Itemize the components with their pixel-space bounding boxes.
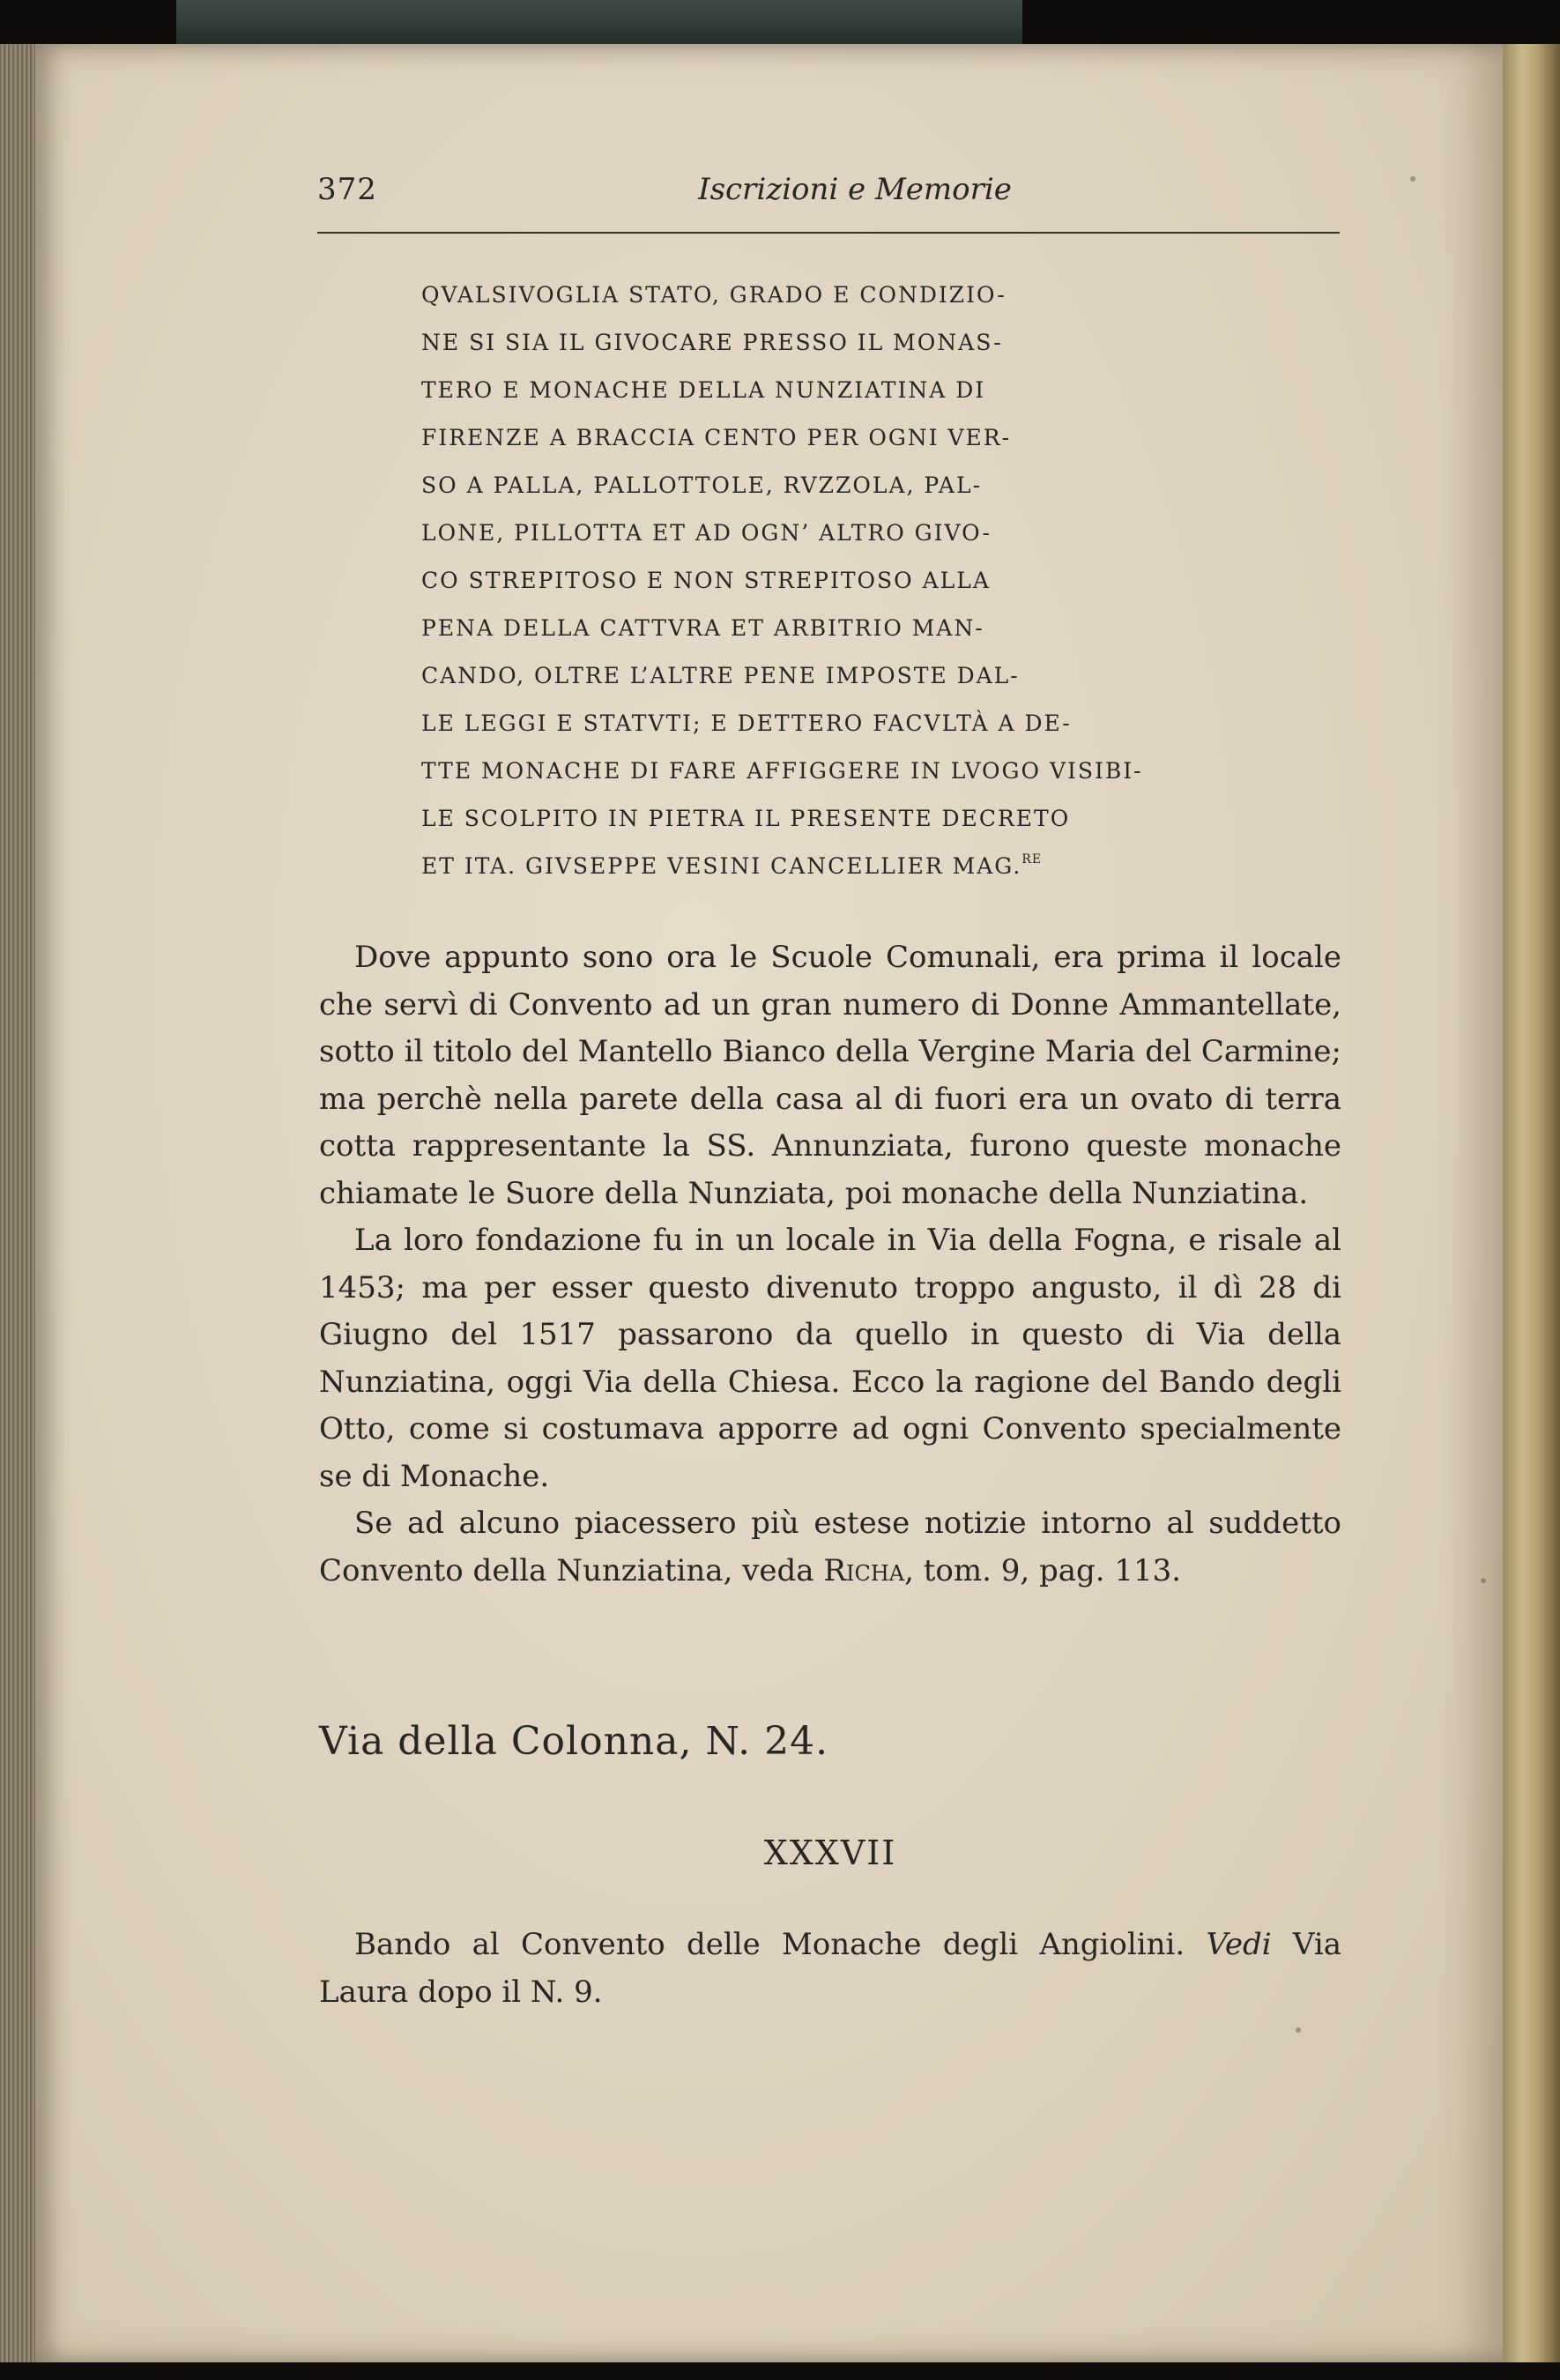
entry-text xyxy=(319,1922,1341,2016)
inscription-line: FIRENZE A BRACCIA CENTO PER OGNI VER- xyxy=(421,425,1012,450)
author-reference: Richa xyxy=(823,1552,905,1588)
scan-background-top xyxy=(176,0,1022,44)
paragraph-text: Bando al Convento delle Monache degli Angiolini. xyxy=(354,1927,1185,1962)
section-heading: Via della Colonna, N. 24. xyxy=(319,1719,829,1764)
paragraph xyxy=(319,1500,1341,1595)
inscription-line: LONE, PILLOTTA ET AD OGN’ ALTRO GIVO- xyxy=(421,520,992,546)
page-number: 372 xyxy=(317,172,377,207)
paper-speck xyxy=(1296,2027,1301,2033)
entry-number: XXXVII xyxy=(763,1833,897,1872)
inscription-line: CO STREPITOSO E NON STREPITOSO ALLA xyxy=(421,568,991,593)
running-head xyxy=(317,172,1340,225)
page-edge-right xyxy=(1503,44,1560,2362)
inscription-line: TTE MONACHE DI FARE AFFIGGERE IN LVOGO VISIBI- xyxy=(421,758,1143,784)
paragraph-text: , tom. 9, pag. 113. xyxy=(904,1552,1182,1588)
paragraph: La loro fondazione fu in un locale in Via della Fogna, e risale al 1453; ma per esser questo divenuto troppo angusto, il dì 28 di Giugno del 1517 passarono da quello in questo di Via della Nunziatina, oggi Via della Chiesa. Ecco la ragione del Bando degli Otto, come si costumava apporre ad ogni Convento specialmente se di Monache. xyxy=(319,1223,1341,1494)
paragraph-text: Se ad alcuno piacessero più estese notizie intorno al suddetto Convento della Nunziatina, veda xyxy=(319,1506,1341,1588)
inscription-line: LE LEGGI E STATVTI; E DETTERO FACVLTÀ A DE- xyxy=(421,710,1072,736)
paragraph-text: Via Laura dopo il N. 9. xyxy=(319,1927,1341,2010)
inscription-block xyxy=(421,271,1356,890)
header-rule xyxy=(317,232,1340,234)
inscription-line: CANDO, OLTRE L’ALTRE PENE IMPOSTE DAL- xyxy=(421,663,1020,688)
body-text xyxy=(319,934,1341,1595)
inscription-line: LE SCOLPITO IN PIETRA IL PRESENTE DECRETO xyxy=(421,806,1071,831)
inscription-superscript: RE xyxy=(1021,852,1043,866)
inscription-line-last xyxy=(421,843,1356,890)
inscription-line: NE SI SIA IL GIVOCARE PRESSO IL MONAS- xyxy=(421,330,1003,355)
paragraph xyxy=(319,1922,1341,2016)
running-title: Iscrizioni e Memorie xyxy=(698,172,1012,207)
paper-speck xyxy=(1410,176,1415,182)
inscription-line: SO A PALLA, PALLOTTOLE, RVZZOLA, PAL- xyxy=(421,472,983,498)
paper-speck xyxy=(1481,1578,1486,1583)
inscription-line: PENA DELLA CATTVRA ET ARBITRIO MAN- xyxy=(421,615,984,641)
cross-reference: Vedi xyxy=(1206,1927,1272,1962)
inscription-line: QVALSIVOGLIA STATO, GRADO E CONDIZIO- xyxy=(421,282,1007,308)
inscription-line: TERO E MONACHE DELLA NUNZIATINA DI xyxy=(421,377,986,403)
page-edges-left xyxy=(0,44,35,2362)
paragraph: Dove appunto sono ora le Scuole Comunali, era prima il locale che servì di Convento ad un gran numero di Donne Ammantellate, sotto il titolo del Mantello Bianco della Vergine Maria del Carmine; ma perchè nella parete della casa al di fuori era un ovato di terra cotta rappresentante la SS. Annunziata, furono queste monache chiamate le Suore della Nunziata, poi monache della Nunziatina. xyxy=(319,940,1341,1211)
inscription-signature: ET ITA. GIVSEPPE VESINI CANCELLIER MAG. xyxy=(421,853,1022,879)
